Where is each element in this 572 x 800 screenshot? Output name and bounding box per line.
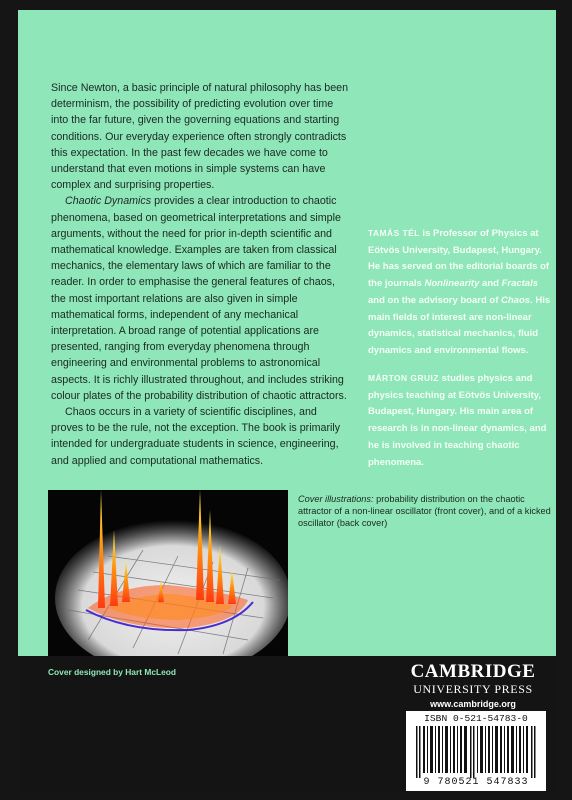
book-description (51, 80, 351, 469)
author-bio-text: studies physics and physics teaching at Eötvös University, Budapest, Hungary. His main area of research is in non-linear dynamics, and he is involved in teaching chaotic phenomena. (368, 373, 547, 468)
journal-name: Chaos (501, 294, 531, 306)
author-bio-gruiz (368, 370, 553, 471)
isbn-barcode (406, 711, 546, 791)
cover-illustration-caption (298, 493, 553, 530)
ean-number: 9 780521 547833 (423, 777, 529, 788)
description-paragraph-2-text: provides a clear introduction to chaotic phenomena, based on geometrical interpretations and simple arguments, without the need for prior in-depth scientific and mathematical knowledge. Examples are taken from classical mechanics, the elementary laws of which are familiar to the reader. In order to emphasise the general features of chaos, the most important relations are also given in simple mathematical forms, independent of any mechanical interpretation. A broad range of potential applications are presented, ranging from everyday phenomena through engineering and environmental problems to astronomical aspects. It is richly illustrated throughout, and includes striking colour plates of the probability distribution of chaotic attractors. (51, 195, 347, 402)
author-bio-text: . His main fields of interest are non-linear dynamics, statistical mechanics, fluid dynamics and environmental flows. (368, 294, 551, 356)
description-paragraph-3: Chaos occurs in a variety of scientific disciplines, and proves to be the rule, not the exception. The book is primarily intended for undergraduate students in science, engineering, and applied and computational mathematics. (51, 406, 341, 467)
back-cover (18, 10, 556, 793)
caption-label: Cover illustrations: (298, 494, 374, 504)
publisher-url: www.cambridge.org (430, 699, 516, 709)
chaotic-attractor-illustration (48, 490, 288, 656)
description-paragraph-1: Since Newton, a basic principle of natural philosophy has been determinism, the possibility of predicting evolution over time into the far future, given the governing equations and starting conditions. Our everyday experience often strongly contradicts this expectation. In the past few decades we have come to understand that even motions in simple systems can have complex and surprising properties. (51, 82, 349, 192)
journal-name: Nonlinearity (424, 278, 480, 290)
author-name-tel: TAMÁS TÉL (368, 228, 420, 238)
publisher-subtitle: UNIVERSITY PRESS (413, 682, 533, 696)
publisher-logo (398, 662, 548, 711)
cover-designer-credit: Cover designed by Hart McLeod (48, 667, 176, 677)
caption-text: probability distribution on the chaotic attractor of a non-linear oscillator (front cover), and of a kicked oscillator (back cover) (298, 494, 551, 529)
barcode-bars (416, 726, 536, 778)
book-title: Chaotic Dynamics (65, 195, 152, 208)
publisher-name: CAMBRIDGE (410, 661, 536, 682)
attractor-plot-image (48, 490, 288, 656)
author-bio-text: and (479, 278, 502, 290)
author-bio-tel (368, 225, 553, 360)
author-name-gruiz: MÁRTON GRUIZ (368, 373, 439, 383)
isbn-label: ISBN 0-521-54783-0 (424, 713, 528, 724)
journal-name: Fractals (501, 278, 538, 290)
description-paragraph-2 (51, 193, 351, 404)
author-bio-text: is Professor of Physics at Eötvös University, Budapest, Hungary. He has served on the editorial boards of the journals (368, 228, 550, 290)
author-bio-text: and on the advisory board of (368, 294, 502, 306)
